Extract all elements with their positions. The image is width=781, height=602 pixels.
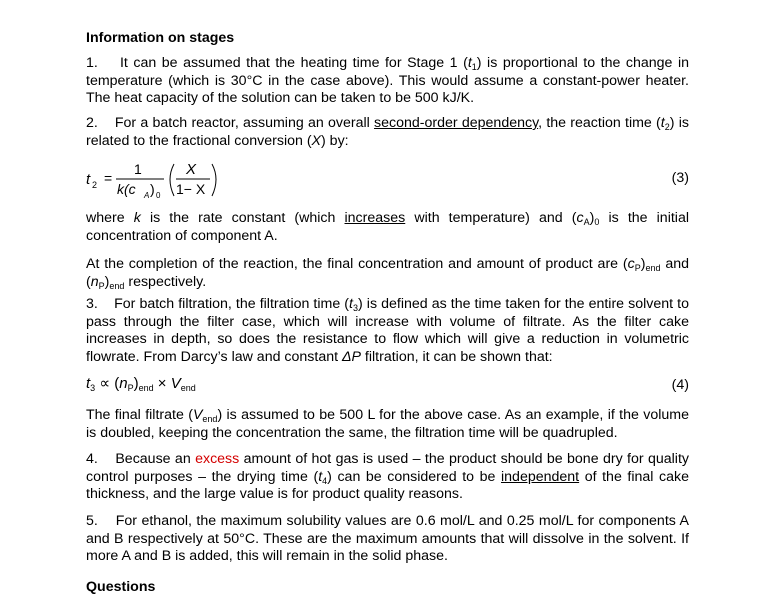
symbol: n (90, 273, 99, 290)
highlighted-word: excess (195, 451, 240, 467)
symbol: t (467, 55, 472, 71)
text: ) (640, 256, 646, 272)
symbol: V (192, 407, 203, 423)
eq-den1-sub0: 0 (156, 191, 161, 200)
symbol: t (86, 375, 91, 392)
text: where (86, 210, 134, 226)
eq-den1-close: ) (150, 181, 155, 197)
text: ) by: (321, 132, 349, 149)
equation-3-graphic (86, 158, 286, 202)
subscript: end (180, 383, 196, 393)
text: For a batch reactor, assuming an overall (114, 115, 375, 131)
text: is the rate constant (which (140, 210, 345, 226)
heading-questions: Questions (86, 579, 156, 595)
text: ) (589, 210, 595, 226)
symbol: t (660, 115, 665, 131)
paragraph-stage-1 (86, 55, 689, 108)
text: is the initial concentration of component A. (86, 210, 689, 244)
equation-4 (86, 375, 689, 397)
eq-den1: k(c (117, 181, 136, 197)
symbol: n (119, 375, 128, 392)
paragraph-completion (86, 256, 689, 291)
list-number: 1. (86, 55, 98, 71)
paragraph-where (86, 210, 689, 245)
text: and ( (86, 256, 689, 290)
list-number: 3. (86, 296, 98, 312)
text: filtration, it can be shown that: (360, 348, 553, 365)
heading-information-on-stages: Information on stages (86, 30, 235, 46)
text: For batch filtration, the filtration time ( (114, 296, 350, 312)
paragraph-stage-5 (86, 513, 689, 566)
eq-equals: = (104, 170, 113, 186)
subscript: end (645, 263, 661, 273)
paragraph-filtrate (86, 407, 689, 442)
symbol: V (170, 375, 181, 392)
subscript: P (634, 263, 641, 273)
subscript: end (202, 414, 218, 424)
text: × (153, 375, 171, 392)
subscript: end (109, 280, 125, 291)
eq-lhs-sub: 2 (92, 180, 98, 190)
subscript: 3 (90, 383, 96, 393)
equation-4-expression (86, 375, 196, 392)
subscript: 4 (322, 475, 328, 486)
symbol: X (311, 132, 322, 149)
equation-number-3: (3) (671, 170, 689, 186)
text: ) is proportional to the change in temperature (which is 30°C in the case above). This would assume a constant-power heater. The heat capacity of the solution can be taken to be 500 kJ/K. (86, 55, 689, 107)
list-number: 2. (86, 115, 98, 131)
text: of the final cake thickness, and the large value is for product quality reasons. (86, 468, 689, 503)
eq-num1: 1 (134, 161, 142, 177)
text: ) (133, 375, 139, 392)
text: amount of hot gas is used – the product should be bone dry for quality control purposes – the drying time ( (86, 451, 689, 485)
symbol: t (349, 296, 353, 312)
symbol: ΔP (342, 348, 361, 365)
underlined-term: second-order dependency (374, 115, 539, 131)
equation-number-4: (4) (671, 377, 689, 393)
text: with temperature) and ( (405, 210, 577, 226)
eq-den2: 1− X (176, 181, 206, 197)
paragraph-stage-3 (86, 296, 689, 366)
paragraph-stage-4 (86, 451, 689, 504)
text: ) can be considered to be (327, 468, 502, 485)
eq-lhs: t (86, 171, 91, 188)
text: Because an (115, 451, 196, 467)
subscript: P (98, 280, 105, 291)
symbol: c (627, 256, 635, 272)
text: The final filtrate ( (86, 407, 193, 423)
text: ) is related to the fractional conversion ( (86, 115, 689, 149)
underlined-term: increases (344, 210, 406, 226)
subscript: 0 (594, 217, 600, 227)
subscript: 3 (352, 303, 358, 313)
text: It can be assumed that the heating time for Stage 1 ( (119, 55, 468, 71)
text: respectively. (124, 273, 207, 290)
right-paren (212, 164, 216, 196)
symbol: c (576, 210, 584, 226)
eq-num2: X (186, 161, 197, 178)
subscript: end (138, 383, 154, 393)
text: ∝ ( (95, 375, 120, 392)
subscript: A (583, 217, 590, 227)
eq-den1-sub: A (144, 191, 150, 200)
underlined-term: independent (501, 468, 580, 485)
text: ) (104, 273, 110, 290)
equation-3 (86, 158, 689, 202)
text: ) is assumed to be 500 L for the above case. As an example, if the volume is doubled, keeping the concentration the same, the filtration time will be quadrupled. (86, 407, 689, 441)
list-number: 5. (86, 513, 98, 529)
subscript: 1 (471, 62, 477, 72)
text: At the completion of the reaction, the final concentration and amount of product are ( (86, 256, 628, 272)
subscript: 2 (664, 122, 670, 132)
left-paren (170, 164, 174, 196)
symbol: t (318, 468, 323, 485)
text: ) is defined as the time taken for the entire solvent to pass through the filter case, which will increase with volume of filtrate. As the filter cake increases in depth, so does the resistance to flow which will give a reduction in volumetric flowrate. From Darcy’s law and constant (86, 296, 689, 365)
text: , the reaction time ( (538, 115, 661, 131)
text: For ethanol, the maximum solubility values are 0.6 mol/L and 0.25 mol/L for components A and B respectively at 50°C. These are the maximum amounts that will dissolve in the solvent. If more A and B is added, this will remain in the solid phase. (86, 513, 689, 565)
list-number: 4. (86, 451, 98, 467)
paragraph-stage-2 (86, 115, 689, 150)
symbol: k (133, 210, 141, 226)
subscript: P (127, 383, 134, 393)
